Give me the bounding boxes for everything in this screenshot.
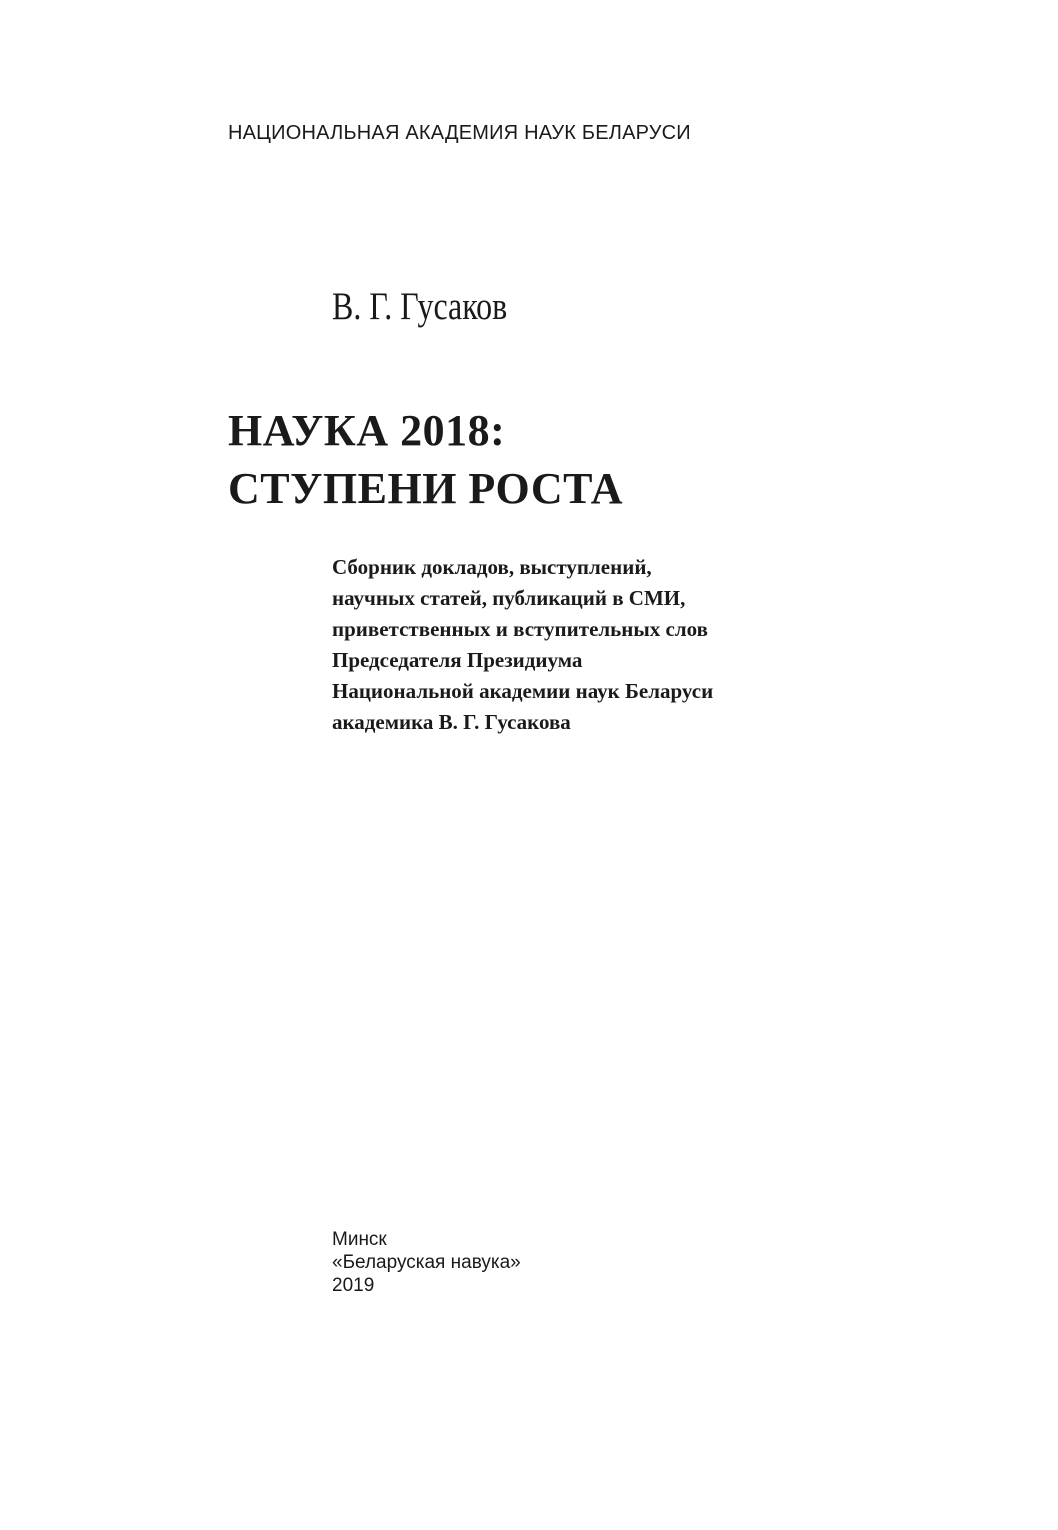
subtitle-line: Национальной академии наук Беларуси <box>332 679 714 703</box>
publisher-organization: НАЦИОНАЛЬНАЯ АКАДЕМИЯ НАУК БЕЛАРУСИ <box>228 122 691 144</box>
book-subtitle <box>332 552 713 738</box>
book-title <box>228 402 623 518</box>
author-name: В. Г. Гусаков <box>332 285 508 328</box>
imprint <box>332 1228 521 1297</box>
imprint-city: Минск <box>332 1229 387 1250</box>
subtitle-line: Председателя Президиума <box>332 648 583 672</box>
book-title-line-2: СТУПЕНИ РОСТА <box>228 464 624 513</box>
subtitle-line: академика В. Г. Гусакова <box>332 710 571 734</box>
imprint-publisher: «Беларуская навука» <box>332 1252 521 1273</box>
imprint-year: 2019 <box>332 1275 375 1296</box>
book-title-line-1: НАУКА 2018: <box>228 406 506 455</box>
subtitle-line: приветственных и вступительных слов <box>332 617 708 641</box>
subtitle-line: научных статей, публикаций в СМИ, <box>332 586 686 610</box>
subtitle-line: Сборник докладов, выступлений, <box>332 555 652 579</box>
